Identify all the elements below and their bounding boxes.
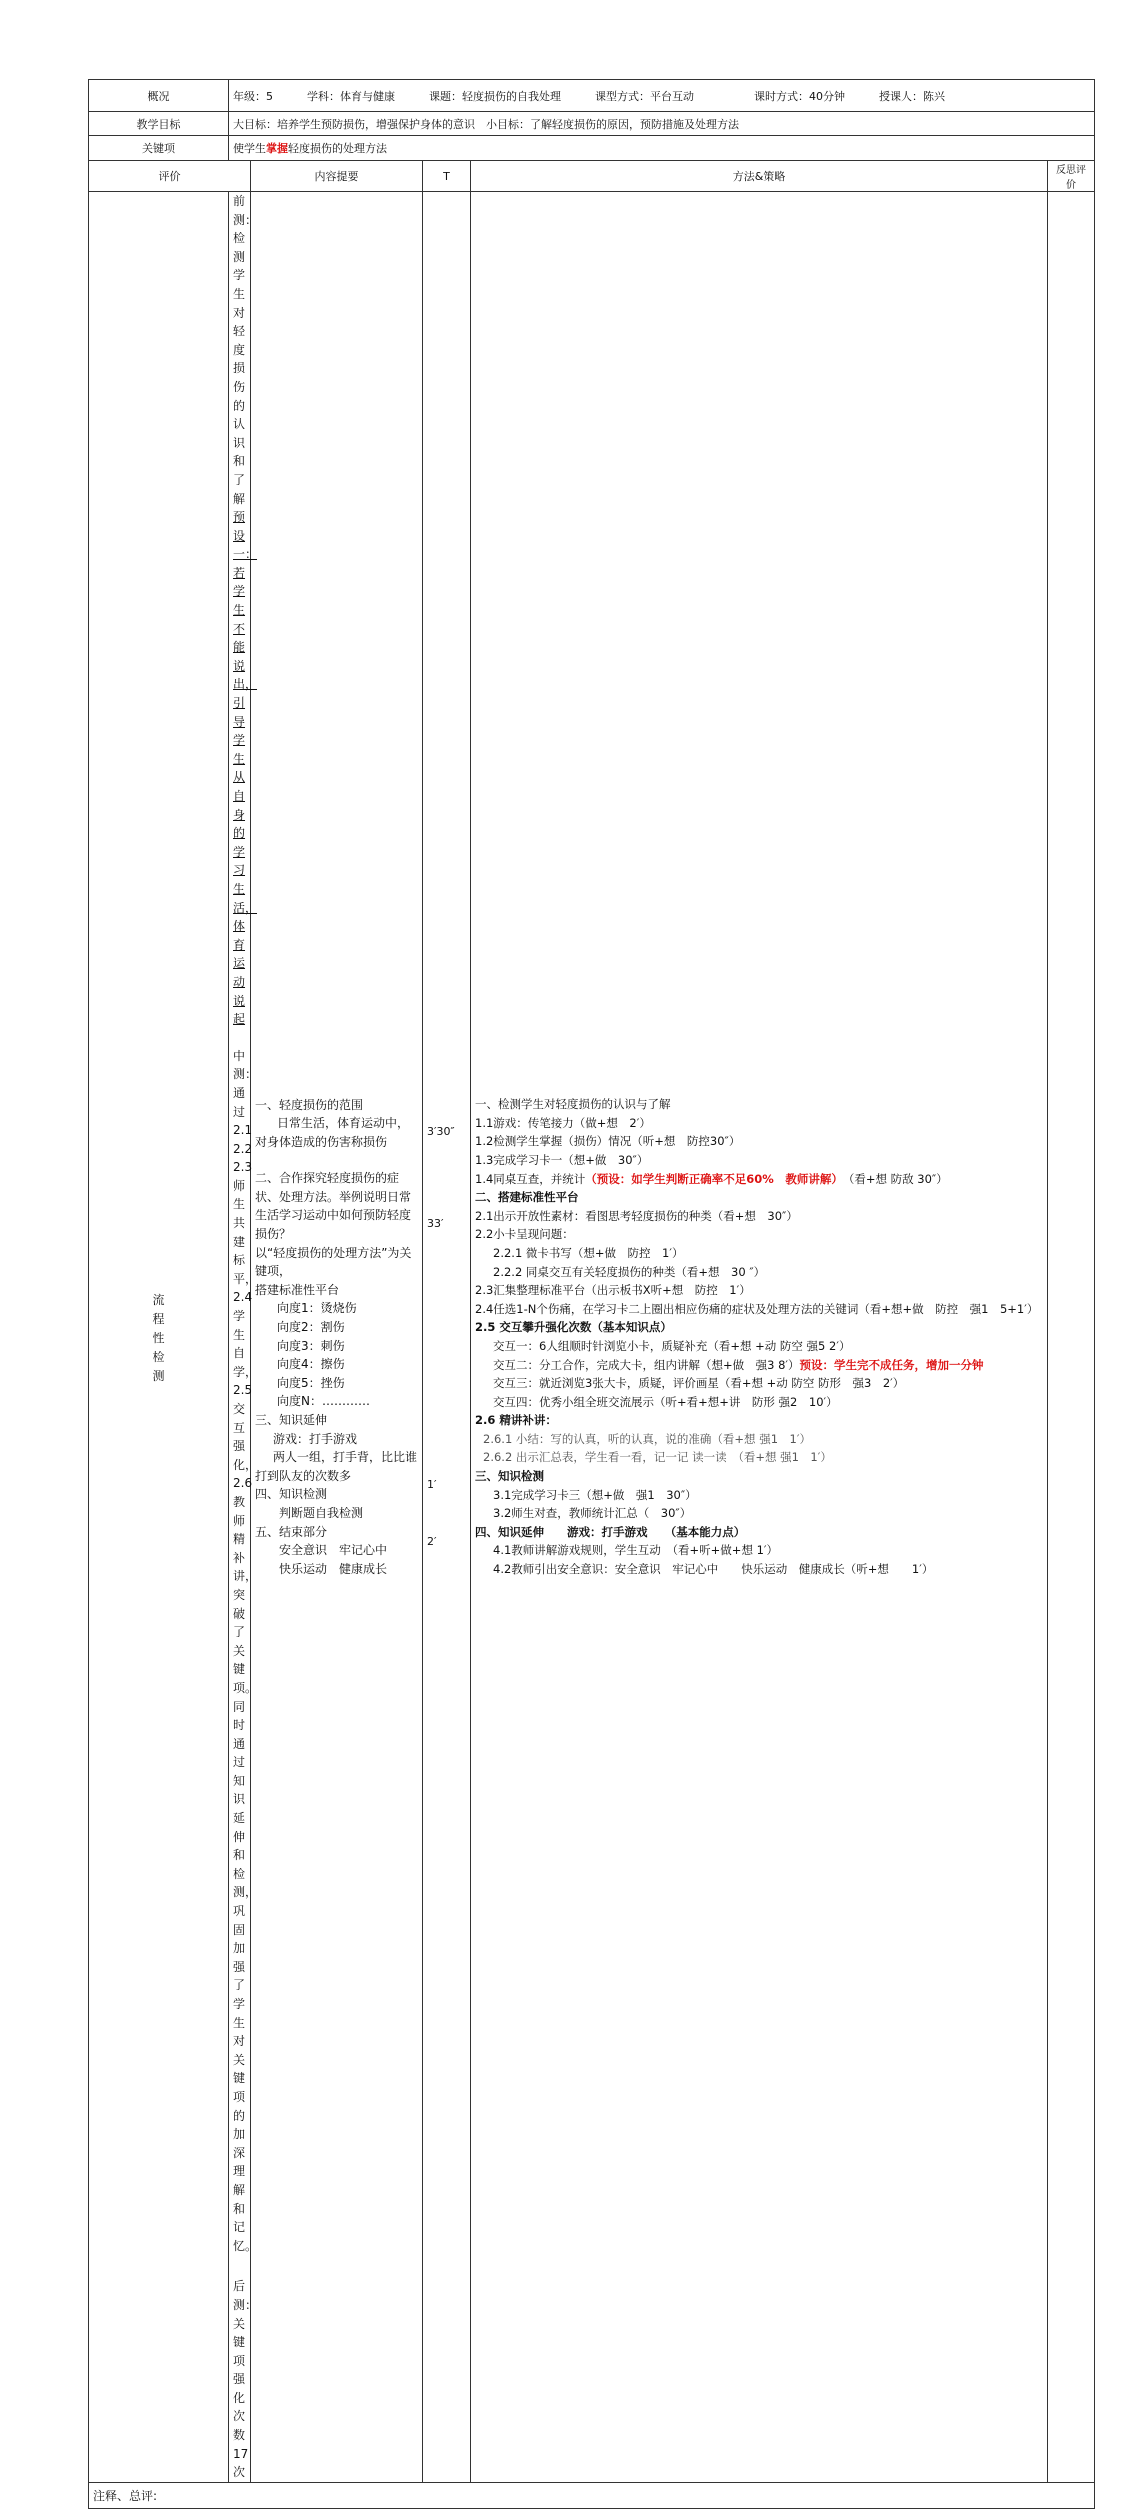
key-after: 轻度损伤的处理方法 [288,142,387,155]
method-line: 2.5 交互攀升强化次数（基本知识点） [475,1320,672,1335]
method-line: 交互四：优秀小组全班交流展示（听+看+想+讲 防形 强2 10′） [493,1394,838,1409]
content-s4-title: 四、知识检测 [255,1487,328,1502]
content-s5-title: 五、结束部分 [255,1524,328,1539]
preset-one: 预设一：若学生不能说出，引导学生从自身的学习生活，体育运动说起 [233,510,258,1027]
direction-item: 向度N：………… [277,1394,370,1409]
method-line: 2.2小卡呈现问题： [475,1227,574,1242]
method-line: 1.3完成学习卡一（想+做 30″） [475,1152,649,1167]
header-content: 内容提要 [251,161,423,192]
lesson-type: 课型方式：平台互动 [595,89,694,103]
reflect-column [1048,192,1095,2483]
duration: 课时方式：40分钟 [754,89,845,103]
header-method: 方法&策略 [471,161,1048,192]
key-highlight: 掌握 [266,142,288,155]
method-line: 2.4任选1-N个伤痛，在学习卡二上圈出相应伤痛的症状及处理方法的关键词（看+想+做 防控 强1 5+1′） [475,1301,1039,1316]
method-line: 2.6.2 出示汇总表，学生看一看，记一记 读一读 （看+想 强1 1′） [483,1450,832,1465]
content-s1-text: 日常生活，体育运动中，对身体造成的伤害称损伤 [255,1116,410,1149]
lesson-plan-table [88,79,1095,2509]
header-eval: 评价 [89,161,251,192]
method-text: 交互二：分工合作，完成大卡，组内讲解（想+做 强3 8′） [493,1357,800,1372]
content-s5-line1: 安全意识 牢记心中 [279,1543,388,1558]
content-s1-title: 一、轻度损伤的范围 [255,1097,364,1112]
method-line: 2.6 精讲补讲： [475,1413,557,1428]
method-line: 二、搭建标准性平台 [475,1190,579,1205]
method-line: 3.1完成学习卡三（想+做 强1 30″） [493,1487,697,1502]
time-4: 2′ [427,1534,437,1548]
method-line: 一、检测学生对轻度损伤的认识与了解 [475,1097,671,1112]
goals-text: 大目标：培养学生预防损伤，增强保护身体的意识 小目标：了解轻度损伤的原因，预防措施及处理方法 [229,112,1095,136]
lesson-plan-sheet [88,79,1094,2509]
overview-row [89,80,1095,112]
content-s3-game: 游戏：打手游戏 [273,1431,358,1446]
flow-char: 测 [152,1368,165,1383]
direction-item: 向度2：割伤 [277,1320,345,1335]
flow-char: 程 [152,1311,165,1326]
direction-item: 向度1：烫烧伤 [277,1301,357,1316]
subject: 学科：体育与健康 [307,89,395,103]
notes-row [89,2482,1095,2508]
method-text: （看+想 防敌 30″） [848,1171,948,1186]
content-column [251,192,423,2483]
content-s5-line2: 快乐运动 健康成长 [279,1561,388,1576]
method-line [475,1170,1043,1189]
key-text [229,136,1095,161]
method-preset: 预设：学生完不成任务，增加一分钟 [799,1357,984,1372]
direction-item: 向度3：刺伤 [277,1338,345,1353]
method-line [475,1356,1043,1375]
time-1: 3′30″ [427,1124,455,1138]
mid-test: 中测：通过2.1 2.2 2.3 师生共建标平，2.4学生自学，2.5交互强化，2.6教师精补讲，突破了关键项。同时通过知识延伸和检测，巩固加强了学生对关键项的加深理解和记忆。 [233,1048,258,2253]
overview-label: 概况 [89,80,229,112]
method-column [471,192,1048,2483]
post-test: 后测：关键项强化次数17次 [233,2279,258,2480]
flow-label [89,192,229,2483]
method-line: 2.2.1 微卡书写（想+做 防控 1′） [493,1245,684,1260]
method-line: 1.1游戏：传笔接力（做+想 2′） [475,1115,651,1130]
method-line: 2.2.2 同桌交互有关轻度损伤的种类（看+想 30 ″） [493,1264,766,1279]
teacher: 授课人：陈兴 [879,89,945,103]
method-line: 3.2师生对查，教师统计汇总（ 30″） [493,1506,692,1521]
grade: 年级：5 [233,89,273,103]
flow-char: 检 [152,1349,165,1364]
content-s2-platform: 搭建标准性平台 [255,1282,340,1297]
method-line: 2.6.1 小结：写的认真，听的认真，说的准确（看+想 强1 1′） [483,1431,811,1446]
method-line: 4.2教师引出安全意识：安全意识 牢记心中 快乐运动 健康成长（听+想 1′） [493,1562,934,1577]
key-label: 关键项 [89,136,229,161]
content-s2-title: 二、合作探究轻度损伤的症状、处理方法。举例说明日常生活学习运动中如何预防轻度损伤？ [255,1171,412,1242]
pre-test: 前测：检测学生对轻度损伤的认识和了解 [233,194,258,506]
direction-item: 向度4：擦伤 [277,1357,345,1372]
direction-item: 向度5：挫伤 [277,1375,345,1390]
main-row [89,192,1095,2483]
content-s3-title: 三、知识延伸 [255,1413,328,1427]
time-column [423,192,471,2483]
time-3: 1′ [427,1477,437,1491]
key-before: 使学生 [233,142,266,155]
method-text: 1.4同桌互查，并统计 [475,1171,586,1186]
content-s4-text: 判断题自我检测 [279,1505,364,1520]
method-line: 四、知识延伸 游戏：打手游戏 （基本能力点） [475,1524,746,1539]
content-s2-key: 以“轻度损伤的处理方法”为关键项， [255,1245,412,1279]
goals-row [89,112,1095,136]
method-line: 三、知识检测 [475,1469,544,1484]
header-reflect: 反思评价 [1048,161,1095,192]
topic: 课题：轻度损伤的自我处理 [429,89,561,103]
method-line: 交互三：就近浏览3张大卡，质疑，评价画星（看+想 +动 防空 防形 强3 2′） [493,1376,905,1391]
time-2: 33′ [427,1217,444,1231]
column-header-row [89,161,1095,192]
method-line: 交互一：6人组顺时针浏览小卡，质疑补充（看+想 +动 防空 强5 2′） [493,1338,851,1353]
content-s3-text: 两人一组，打手背，比比谁打到队友的次数多 [255,1450,418,1483]
goals-label: 教学目标 [89,112,229,136]
flow-char: 流 [152,1292,165,1307]
flow-char: 性 [152,1330,165,1345]
notes-label: 注释、总评: [89,2482,1095,2508]
header-t: T [423,161,471,192]
overview-info [229,80,1095,112]
method-line: 1.2检测学生掌握（损伤）情况（听+想 防控30″） [475,1134,741,1149]
key-row [89,136,1095,161]
method-line: 2.3汇集整理标准平台（出示板书X听+想 防控 1′） [475,1283,751,1298]
eval-column [229,192,258,2483]
method-line: 4.1教师讲解游戏规则，学生互动 （看+听+做+想 1′） [493,1543,779,1558]
method-preset: （预设：如学生判断正确率不足60% 教师讲解） [585,1171,838,1186]
method-line: 2.1出示开放性素材：看图思考轻度损伤的种类（看+想 30″） [475,1208,798,1223]
